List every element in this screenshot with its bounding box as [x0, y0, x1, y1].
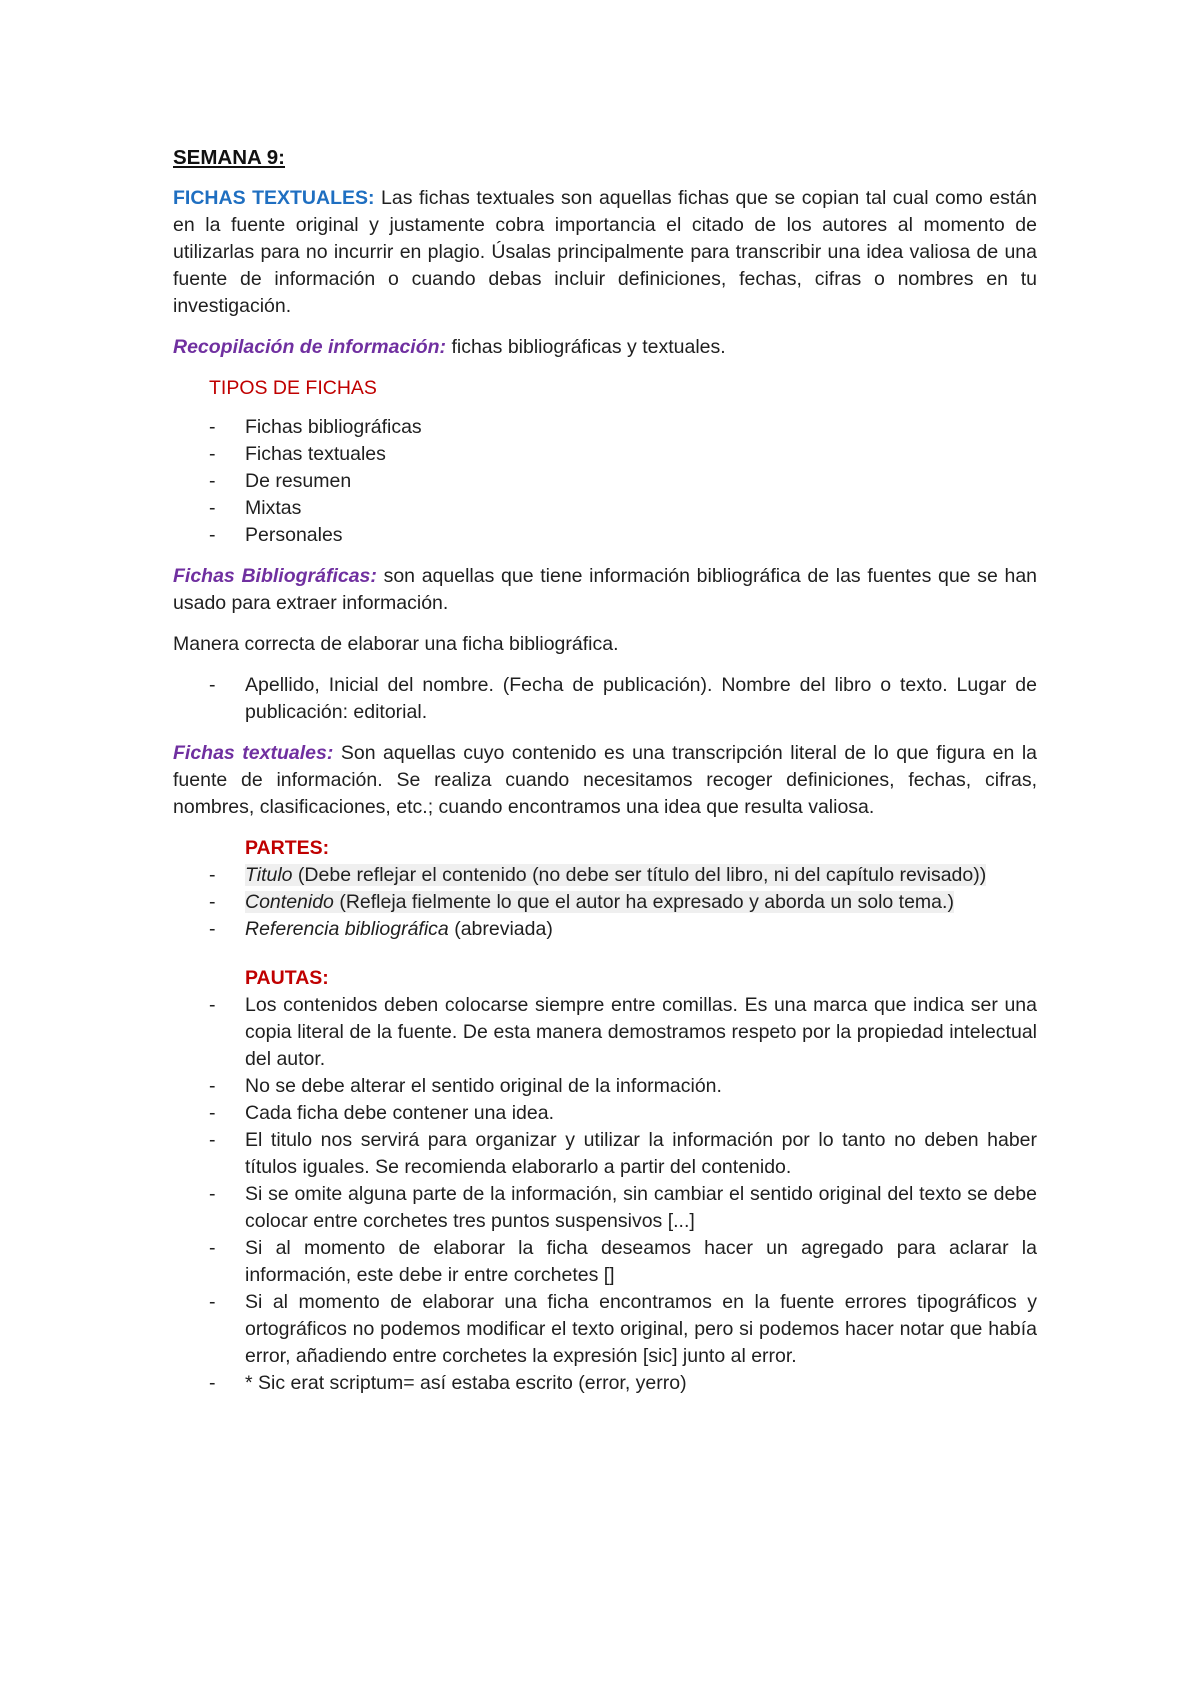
bibliograficas-paragraph [173, 563, 1037, 617]
partes-term: Referencia bibliográfica [245, 918, 449, 940]
manera-paragraph: Manera correcta de elaborar una ficha bibliográfica. [173, 633, 619, 655]
bibliograficas-label: Fichas Bibliográficas: [173, 565, 377, 587]
intro-paragraph [173, 185, 1037, 320]
intro-text: Las fichas textuales son aquellas fichas que se copian tal cual como están en la fuente original y justamente cobra importancia el citado de los autores al momento de utilizarlas para no incurrir en plagio. Úsalas principalmente para transcribir una idea valiosa de una fuente de información o cuando debas incluir definiciones, fechas, cifras o nombres en tu investigación. [173, 187, 1037, 317]
partes-heading: PARTES: [245, 837, 330, 859]
partes-rest: (Debe reflejar el contenido (no debe ser título del libro, ni del capítulo revisado)) [292, 864, 987, 886]
page-title: SEMANA 9: [173, 146, 285, 169]
bibliograficas-text: son aquellas que tiene información bibliográfica de las fuentes que se han usado para extraer información. [173, 565, 1038, 614]
pautas-heading: PAUTAS: [245, 967, 329, 989]
list-item [173, 862, 1037, 889]
list-item: - Cada ficha debe contener una idea. [173, 1100, 1037, 1127]
list-item: - Fichas bibliográficas [173, 414, 1037, 441]
tipos-list [173, 414, 1037, 549]
list-item: - Mixtas [173, 495, 1037, 522]
list-item: - Apellido, Inicial del nombre. (Fecha de publicación). Nombre del libro o texto. Lugar de publicación: editorial. [173, 672, 1037, 726]
pautas-list [173, 992, 1037, 1397]
spacer [173, 943, 1037, 965]
recopilacion-label: Recopilación de información: [173, 336, 447, 358]
list-item: - El titulo nos servirá para organizar y utilizar la información por lo tanto no deben haber títulos iguales. Se recomienda elaborarlo a partir del contenido. [173, 1127, 1037, 1181]
list-item: - Personales [173, 522, 1037, 549]
list-item: - Si se omite alguna parte de la información, sin cambiar el sentido original del texto se debe colocar entre corchetes tres puntos suspensivos [...] [173, 1181, 1037, 1235]
tipos-heading: TIPOS DE FICHAS [209, 377, 377, 399]
partes-term: Titulo [245, 864, 293, 886]
list-item [173, 916, 1037, 943]
list-item: - Fichas textuales [173, 441, 1037, 468]
recopilacion-paragraph [173, 334, 1037, 361]
list-item [173, 889, 1037, 916]
textuales-label: Fichas textuales: [173, 742, 334, 764]
list-item: - No se debe alterar el sentido original de la información. [173, 1073, 1037, 1100]
textuales-text: Son aquellas cuyo contenido es una transcripción literal de lo que figura en la fuente de información. Se realiza cuando necesitamos recoger definiciones, fechas, cifras, nombres, clasificaciones, etc.; cuando encontramos una idea que resulta valiosa. [173, 742, 1037, 818]
list-item: - De resumen [173, 468, 1037, 495]
partes-list [173, 862, 1037, 943]
partes-term: Contenido [245, 891, 334, 913]
list-item: - Los contenidos deben colocarse siempre entre comillas. Es una marca que indica ser una copia literal de la fuente. De esta manera demostramos respeto por la propiedad intelectual del autor. [173, 992, 1037, 1073]
intro-label: FICHAS TEXTUALES: [173, 187, 375, 209]
partes-rest: (abreviada) [448, 918, 553, 940]
list-item: - Si al momento de elaborar la ficha deseamos hacer un agregado para aclarar la información, este debe ir entre corchetes [] [173, 1235, 1037, 1289]
partes-rest: (Refleja fielmente lo que el autor ha expresado y aborda un solo tema.) [333, 891, 954, 913]
list-item: - * Sic erat scriptum= así estaba escrito (error, yerro) [173, 1370, 1037, 1397]
manera-list [173, 672, 1037, 726]
list-item: - Si al momento de elaborar una ficha encontramos en la fuente errores tipográficos y ortográficos no podemos modificar el texto original, pero si podemos hacer notar que había error, añadiendo entre corchetes la expresión [sic] junto al error. [173, 1289, 1037, 1370]
recopilacion-text: fichas bibliográficas y textuales. [446, 336, 726, 358]
textuales-paragraph [173, 740, 1037, 821]
